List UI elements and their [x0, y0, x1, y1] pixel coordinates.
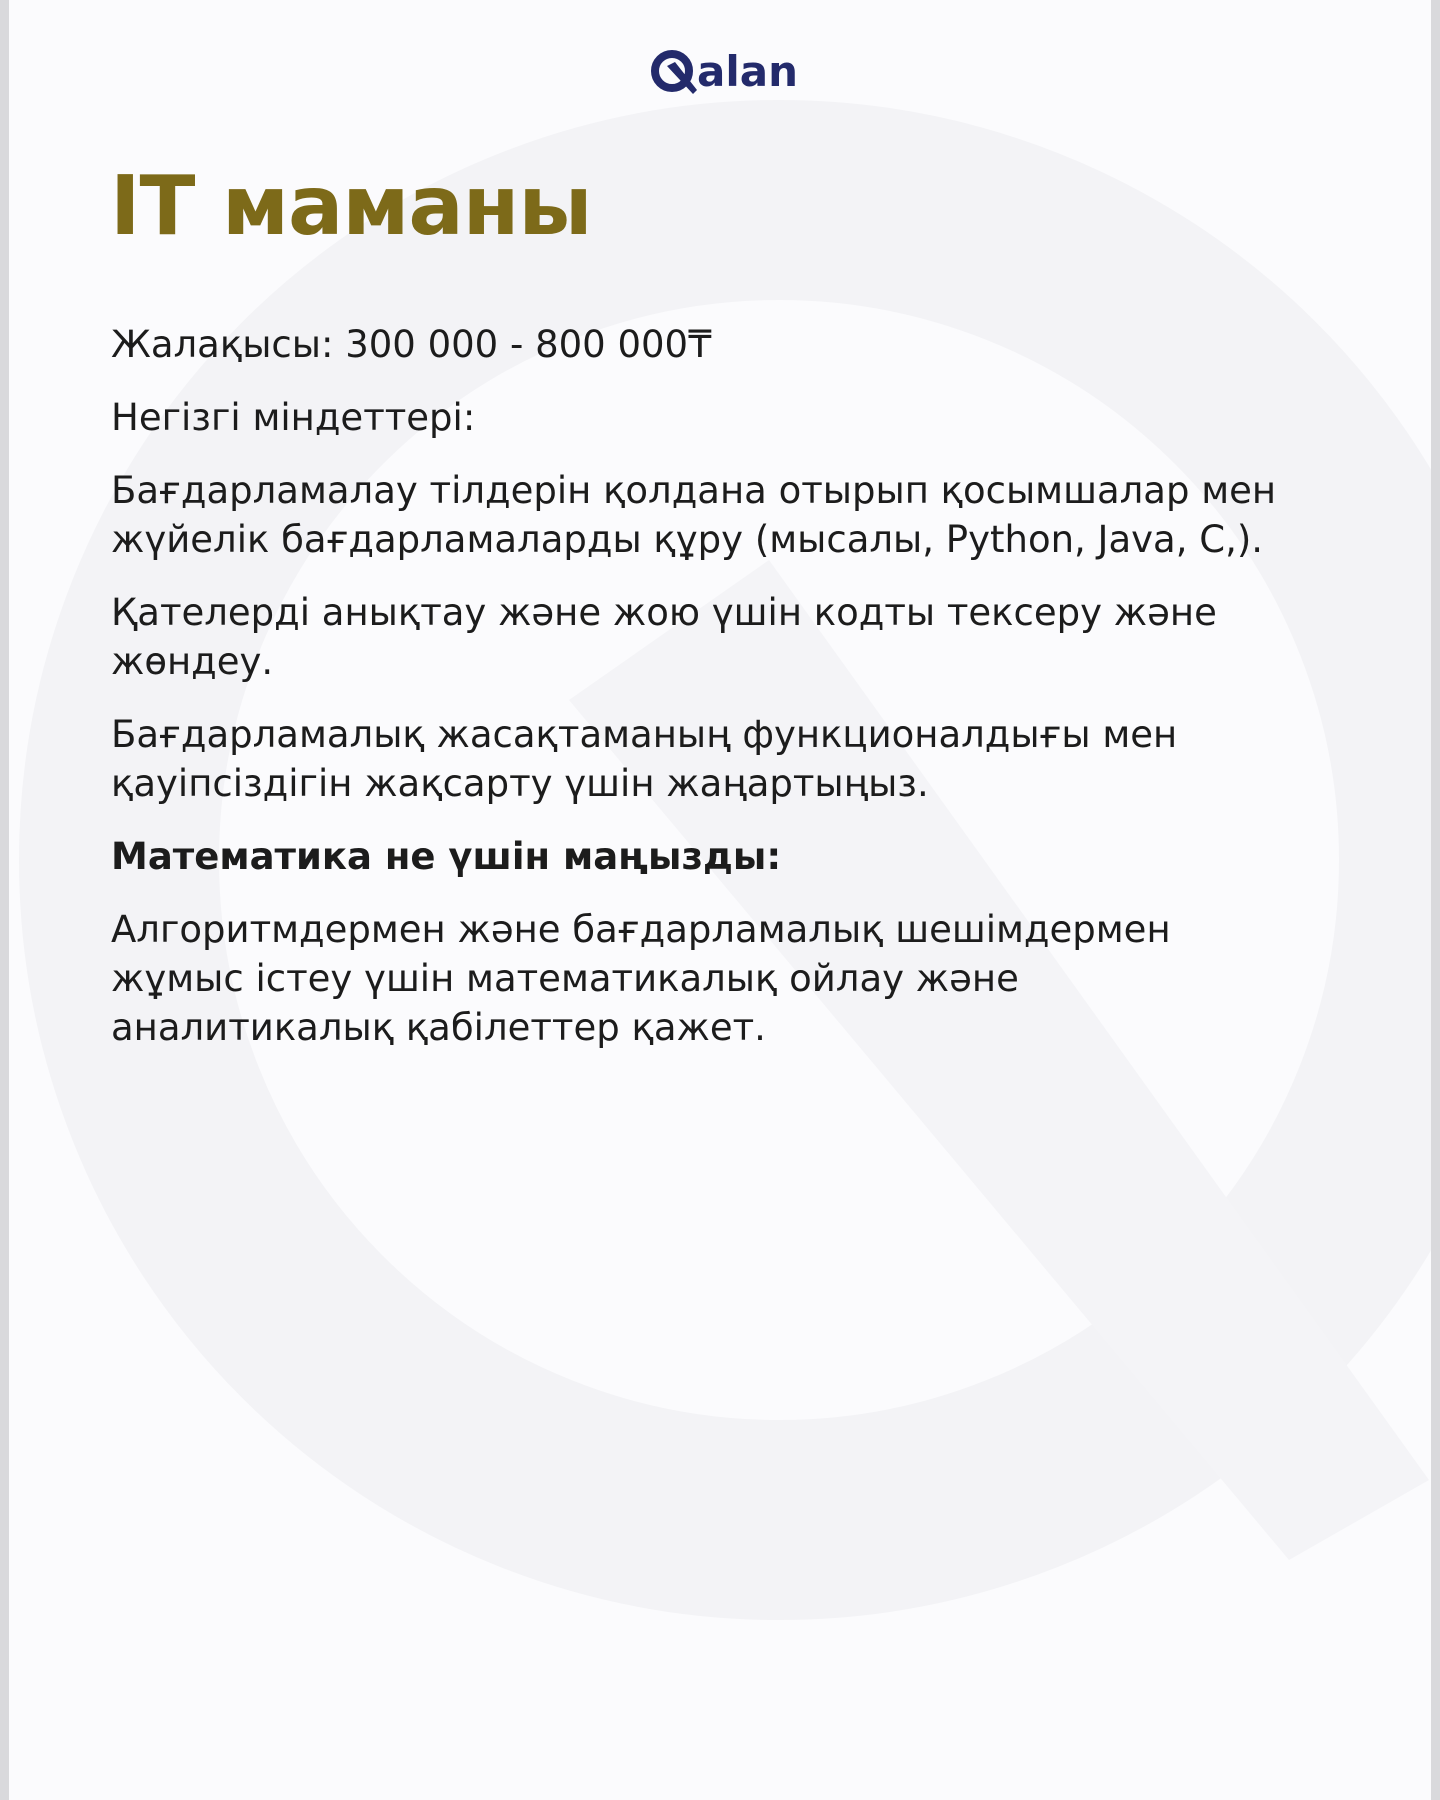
page-title: IT маманы [110, 159, 592, 254]
duties-heading: Негізгі міндеттері: [111, 396, 476, 439]
brand-logo [649, 44, 798, 100]
brand-name: alan [697, 47, 798, 96]
math-text: Алгоритмдермен және бағдарламалық шешімдермен жұмыс істеу үшін математикалық ойлау және аналитикалық қабілеттер қажет. [111, 908, 1171, 1049]
qalan-logo-icon [649, 46, 699, 98]
salary-text: Жалақысы: 300 000 - 800 000₸ [111, 323, 712, 366]
document-page [9, 0, 1431, 1800]
duty-item: Бағдарламалық жасақтаманың функционалдығы мен қауіпсіздігін жақсарту үшін жаңартыңыз. [111, 713, 1178, 805]
document-body [111, 320, 1291, 1076]
math-heading: Математика не үшін маңызды: [111, 835, 782, 878]
duty-item: Қателерді анықтау және жою үшін кодты тексеру және жөндеу. [111, 591, 1217, 683]
duty-item: Бағдарламалау тілдерін қолдана отырып қосымшалар мен жүйелік бағдарламаларды құру (мысалы, Python, Java, C,). [111, 469, 1277, 561]
